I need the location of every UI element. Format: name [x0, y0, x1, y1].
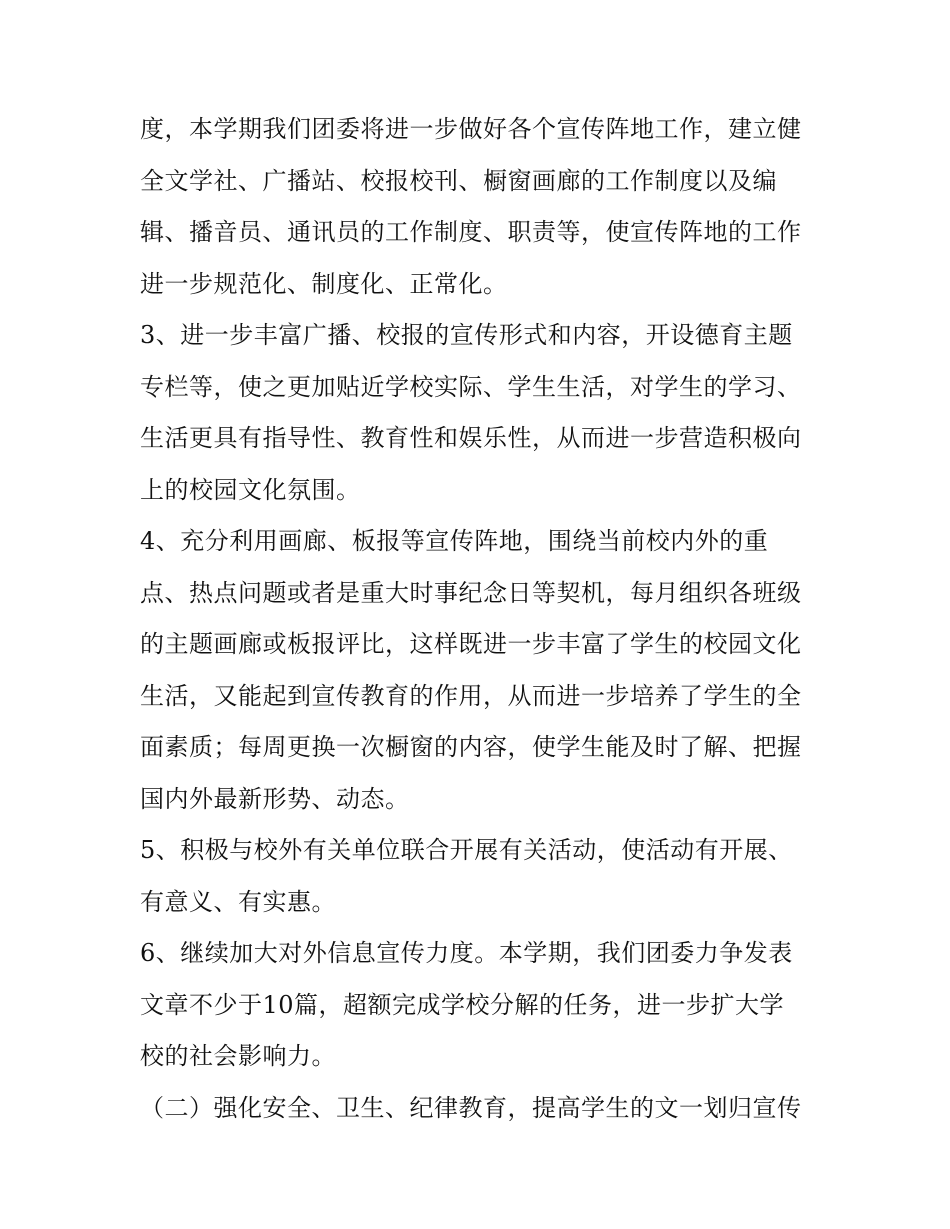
text-line: 面素质；每周更换一次橱窗的内容，使学生能及时了解、把握 [140, 733, 802, 761]
text-line: 校的社会影响力。 [140, 1042, 336, 1070]
text-line: 的主题画廊或板报评比，这样既进一步丰富了学生的校园文化 [140, 630, 802, 658]
text-line: 国内外最新形势、动态。 [140, 784, 410, 813]
text-line: 辑、播音员、通讯员的工作制度、职责等，使宣传阵地的工作 [140, 218, 802, 246]
text-line: 点、热点问题或者是重大时事纪念日等契机，每月组织各班级 [140, 578, 802, 607]
text-line: 进一步规范化、制度化、正常化。 [140, 269, 508, 298]
text-line: 全文学社、广播站、校报校刊、橱窗画廊的工作制度以及编 [140, 166, 777, 195]
body-text [140, 104, 820, 1134]
text-line: （二）强化安全、卫生、纪律教育，提高学生的文一划归宣传 [140, 1093, 802, 1122]
text-line: 专栏等，使之更加贴近学校实际、学生生活，对学生的学习、 [140, 372, 802, 401]
text-line: 有意义、有实惠。 [140, 887, 336, 916]
text-line: 4、充分利用画廊、板报等宣传阵地，围绕当前校内外的重 [140, 527, 769, 555]
text-line: 6、继续加大对外信息宣传力度。本学期，我们团委力争发表 [140, 939, 793, 967]
text-line: 生活更具有指导性、教育性和娱乐性，从而进一步营造积极向 [140, 424, 802, 452]
text-line: 3、进一步丰富广播、校报的宣传形式和内容，开设德育主题 [140, 321, 793, 349]
text-line: 5、积极与校外有关单位联合开展有关活动，使活动有开展、 [140, 836, 793, 864]
text-line: 生活，又能起到宣传教育的作用，从而进一步培养了学生的全 [140, 681, 802, 710]
text-line: 度，本学期我们团委将进一步做好各个宣传阵地工作，建立健 [140, 115, 802, 143]
text-line: 文章不少于10篇，超额完成学校分解的任务，进一步扩大学 [140, 990, 785, 1019]
text-line: 上的校园文化氛围。 [140, 475, 361, 504]
